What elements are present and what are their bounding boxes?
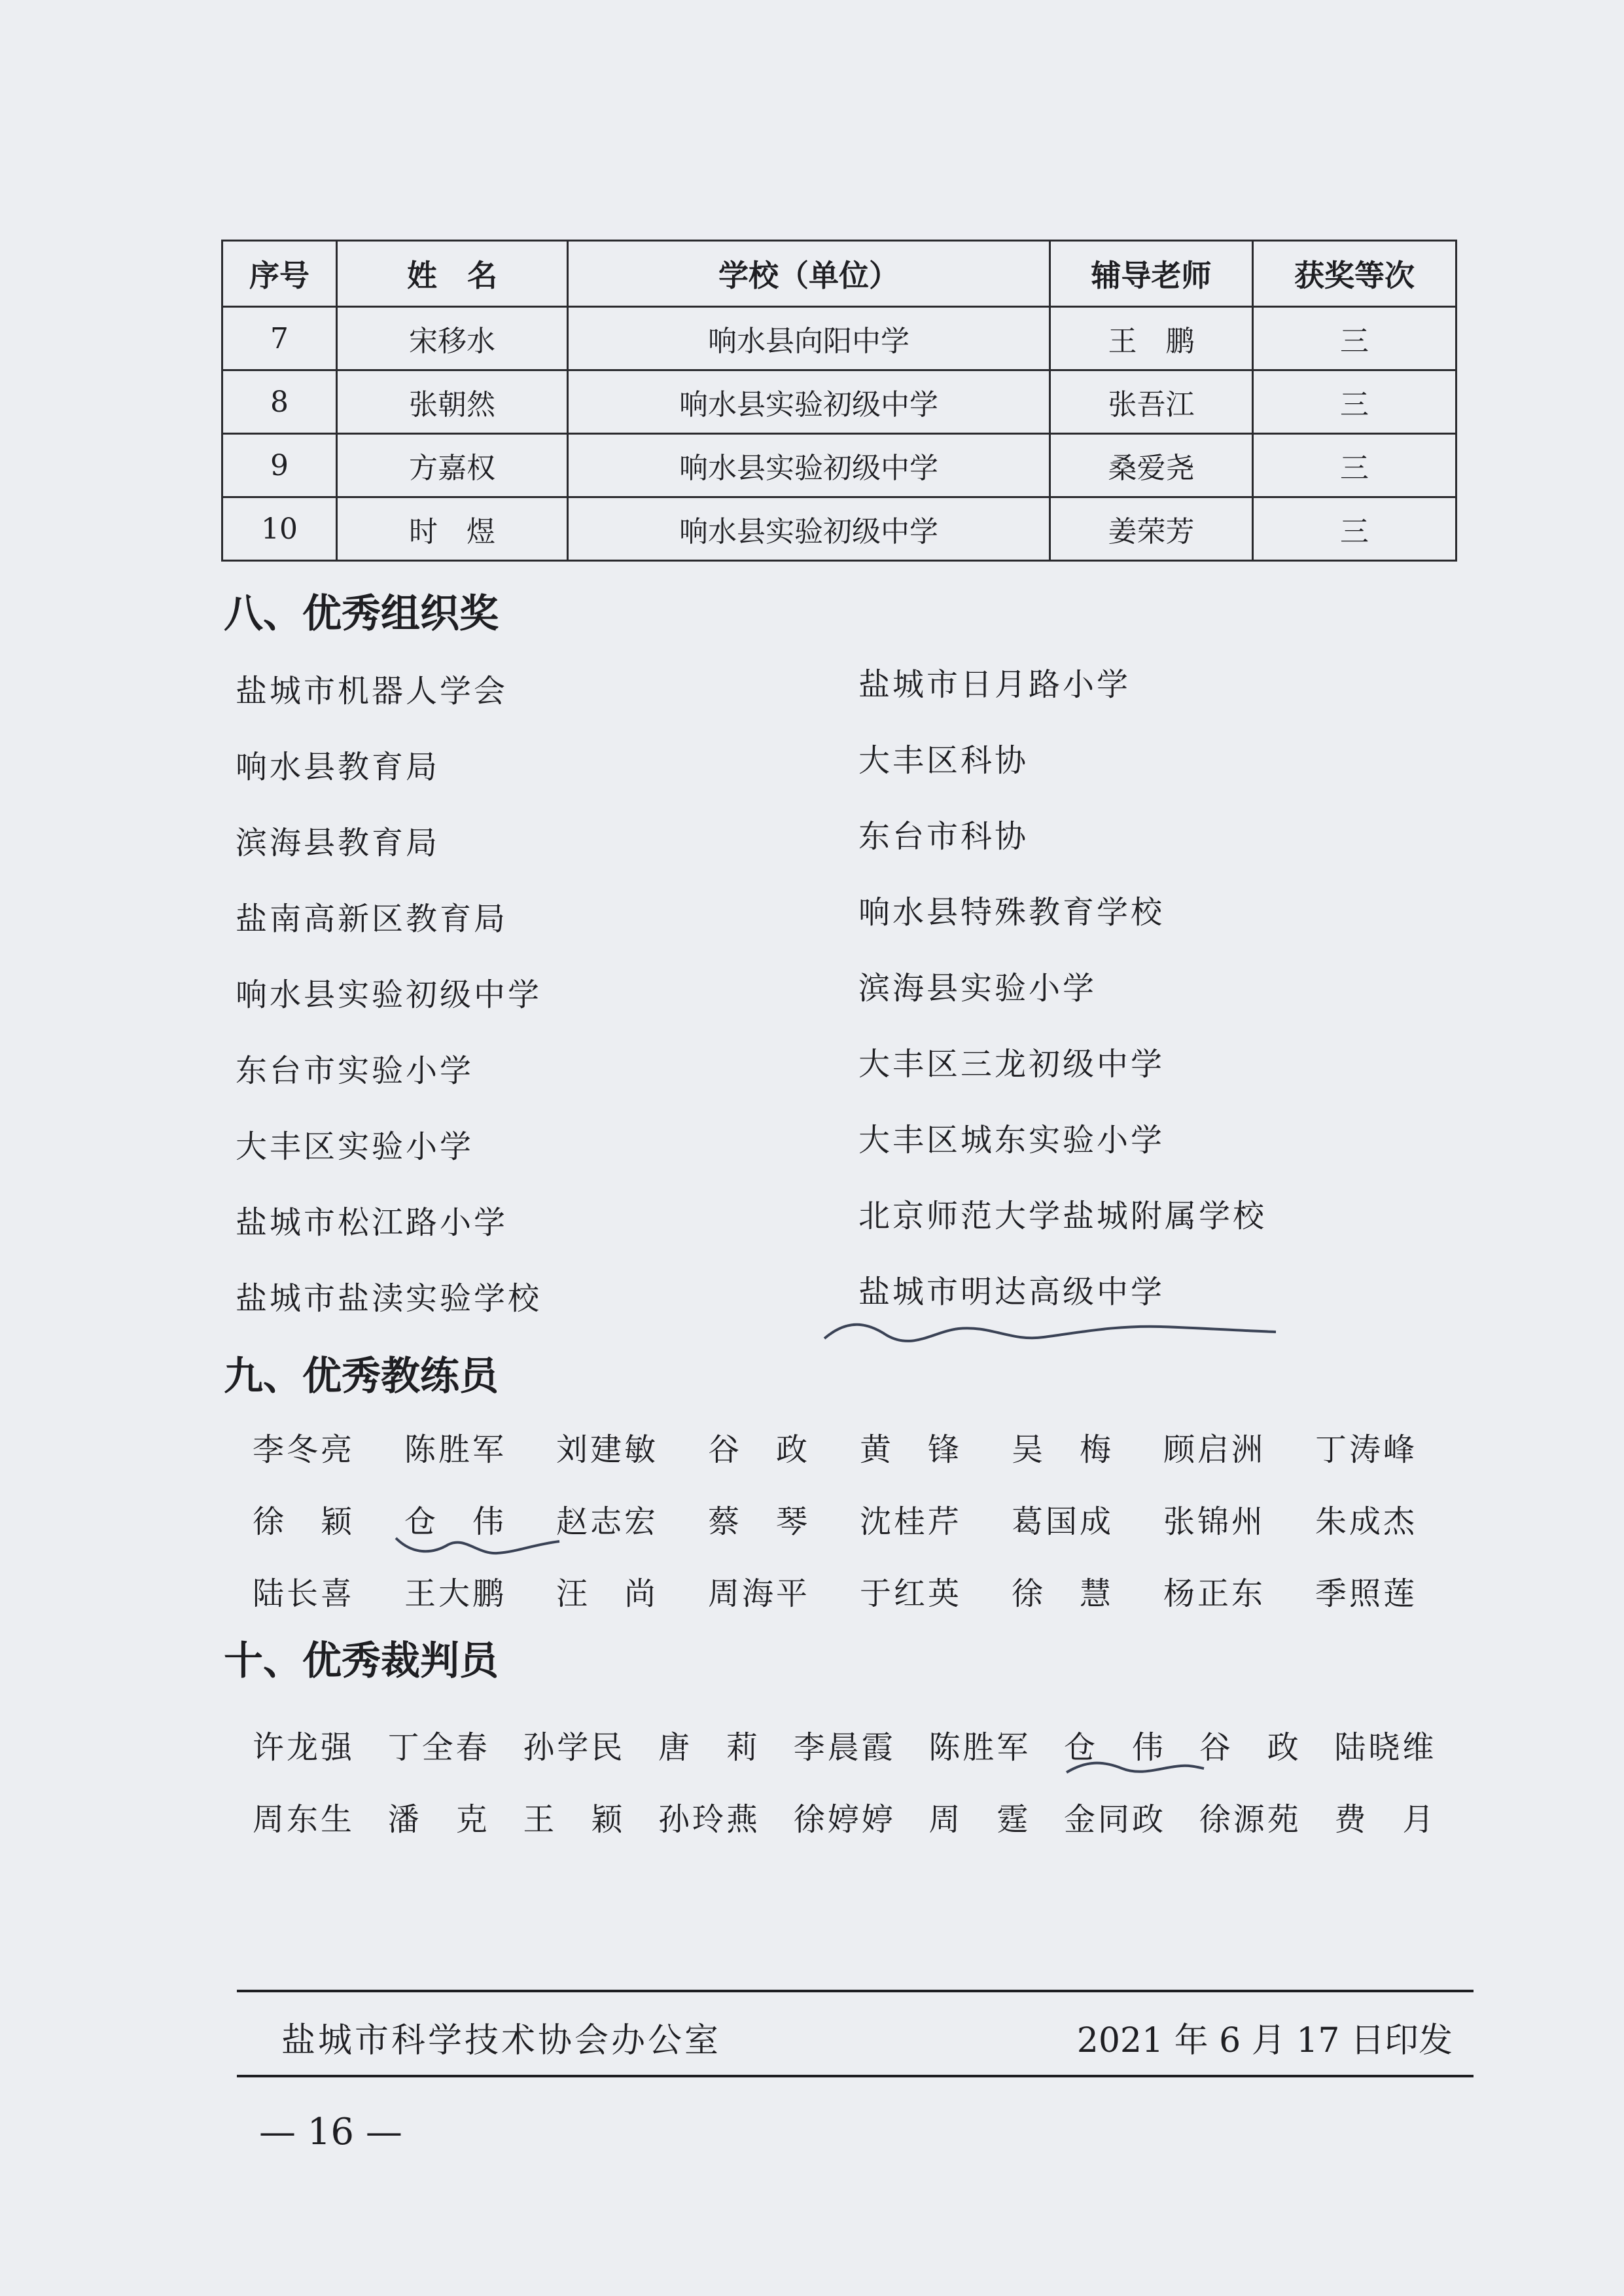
list-item: 丁全春 [387,1729,490,1766]
list-item: 响水县教育局 [236,749,440,785]
cell-name: 张朝然 [337,370,568,434]
list-item: 仓 伟 [1064,1729,1167,1766]
cell-name: 时 煜 [337,497,568,561]
list-item: 大丰区城东实验小学 [858,1122,1165,1158]
handwritten-underline-mark [821,1312,1279,1358]
cell-award-level: 三 [1253,307,1456,370]
name-row [253,1780,1470,1852]
cell-advisor: 王 鹏 [1050,307,1253,370]
list-item: 东台市实验小学 [236,1052,474,1089]
cell-award-level: 三 [1253,434,1456,497]
cell-name: 宋移水 [337,307,568,370]
list-item: 谷 政 [708,1431,811,1468]
list-item: 陆长喜 [253,1575,355,1612]
list-item: 费 月 [1334,1801,1437,1838]
list-item: 盐城市松江路小学 [236,1204,508,1241]
list-item: 周海平 [708,1575,811,1612]
cell-name: 方嘉权 [337,434,568,497]
issue-date: 2021 年 6 月 17 日印发 [1076,2021,1453,2060]
list-item: 顾启洲 [1163,1431,1266,1468]
list-item: 葛国成 [1012,1503,1114,1540]
list-item: 李冬亮 [253,1431,355,1468]
list-item: 滨海县实验小学 [858,970,1097,1007]
cell-index: 9 [222,434,337,497]
list-item: 盐城市明达高级中学 [858,1274,1165,1310]
list-item: 盐城市盐渎实验学校 [236,1280,542,1317]
awards-table [221,240,1457,562]
table-row [222,497,1456,561]
cell-index: 10 [222,497,337,561]
list-item: 陈胜军 [404,1431,507,1468]
list-item: 孙玲燕 [658,1801,761,1838]
coach-name-list [253,1410,1470,1626]
cell-award-level: 三 [1253,370,1456,434]
list-item: 沈桂芹 [860,1503,962,1540]
name-row [253,1708,1470,1780]
cell-school: 响水县向阳中学 [568,307,1050,370]
header-name: 姓 名 [337,241,568,307]
name-row [253,1554,1470,1626]
name-row [253,1410,1470,1482]
list-item: 于红英 [860,1575,962,1612]
list-item: 东台市科协 [858,818,1029,855]
cell-award-level: 三 [1253,497,1456,561]
table-row [222,434,1456,497]
list-item: 滨海县教育局 [236,825,440,861]
header-index: 序号 [222,241,337,307]
list-item: 谷 政 [1199,1729,1301,1766]
list-item: 李晨霞 [793,1729,896,1766]
list-item: 徐婷婷 [793,1801,896,1838]
handwritten-underline-mark [393,1528,563,1561]
list-item: 大丰区实验小学 [236,1128,474,1165]
list-item: 季照莲 [1315,1575,1418,1612]
list-item: 潘 克 [387,1801,490,1838]
list-item: 孙学民 [523,1729,626,1766]
cell-index: 7 [222,307,337,370]
list-item: 黄 锋 [860,1431,962,1468]
table-row [222,307,1456,370]
list-item: 盐城市日月路小学 [858,666,1131,703]
list-item: 汪 尚 [556,1575,659,1612]
list-item: 陆晓维 [1334,1729,1437,1766]
list-item: 金同政 [1064,1801,1167,1838]
list-item: 徐 颖 [253,1503,355,1540]
header-school: 学校（单位） [568,241,1050,307]
list-item: 丁涛峰 [1315,1431,1418,1468]
header-advisor: 辅导老师 [1050,241,1253,307]
list-item: 周东生 [253,1801,355,1838]
list-item: 蔡 琴 [708,1503,811,1540]
list-item: 王大鹏 [404,1575,507,1612]
organization-list-right [858,647,1447,1330]
table-header-row [222,241,1456,307]
list-item: 陈胜军 [928,1729,1031,1766]
cell-school: 响水县实验初级中学 [568,370,1050,434]
list-item: 唐 莉 [658,1729,761,1766]
cell-school: 响水县实验初级中学 [568,434,1050,497]
footer-bottom-rule [237,2075,1474,2077]
referee-name-list [253,1708,1470,1852]
organization-list-left [236,653,824,1336]
cell-advisor: 张吾江 [1050,370,1253,434]
list-item: 响水县实验初级中学 [236,977,542,1013]
list-item: 周 霆 [928,1801,1031,1838]
list-item: 大丰区三龙初级中学 [858,1046,1165,1083]
cell-advisor: 姜荣芳 [1050,497,1253,561]
issuer-name: 盐城市科学技术协会办公室 [281,2021,722,2060]
page-number: — 16 — [259,2111,402,2153]
list-item: 徐 慧 [1012,1575,1114,1612]
cell-index: 8 [222,370,337,434]
list-item: 杨正东 [1163,1575,1266,1612]
handwritten-underline-mark [1063,1754,1207,1780]
list-item: 盐南高新区教育局 [236,901,508,937]
list-item: 朱成杰 [1315,1503,1418,1540]
list-item: 响水县特殊教育学校 [858,894,1165,931]
cell-school: 响水县实验初级中学 [568,497,1050,561]
list-item: 吴 梅 [1012,1431,1114,1468]
list-item: 张锦州 [1163,1503,1266,1540]
list-item: 盐城市机器人学会 [236,673,508,709]
list-item: 王 颖 [523,1801,626,1838]
list-item: 刘建敏 [556,1431,659,1468]
list-item: 许龙强 [253,1729,355,1766]
section-title-excellent-referees: 十、优秀裁判员 [224,1638,499,1684]
list-item: 仓 伟 [404,1503,507,1540]
list-item: 赵志宏 [556,1503,659,1540]
list-item: 北京师范大学盐城附属学校 [858,1198,1267,1234]
header-award-level: 获奖等次 [1253,241,1456,307]
table-row [222,370,1456,434]
list-item: 徐源苑 [1199,1801,1301,1838]
section-title-excellent-coaches: 九、优秀教练员 [224,1354,499,1399]
footer-top-rule [237,1990,1474,1992]
section-title-organization-award: 八、优秀组织奖 [224,591,499,637]
cell-advisor: 桑爱尧 [1050,434,1253,497]
list-item: 大丰区科协 [858,742,1029,779]
